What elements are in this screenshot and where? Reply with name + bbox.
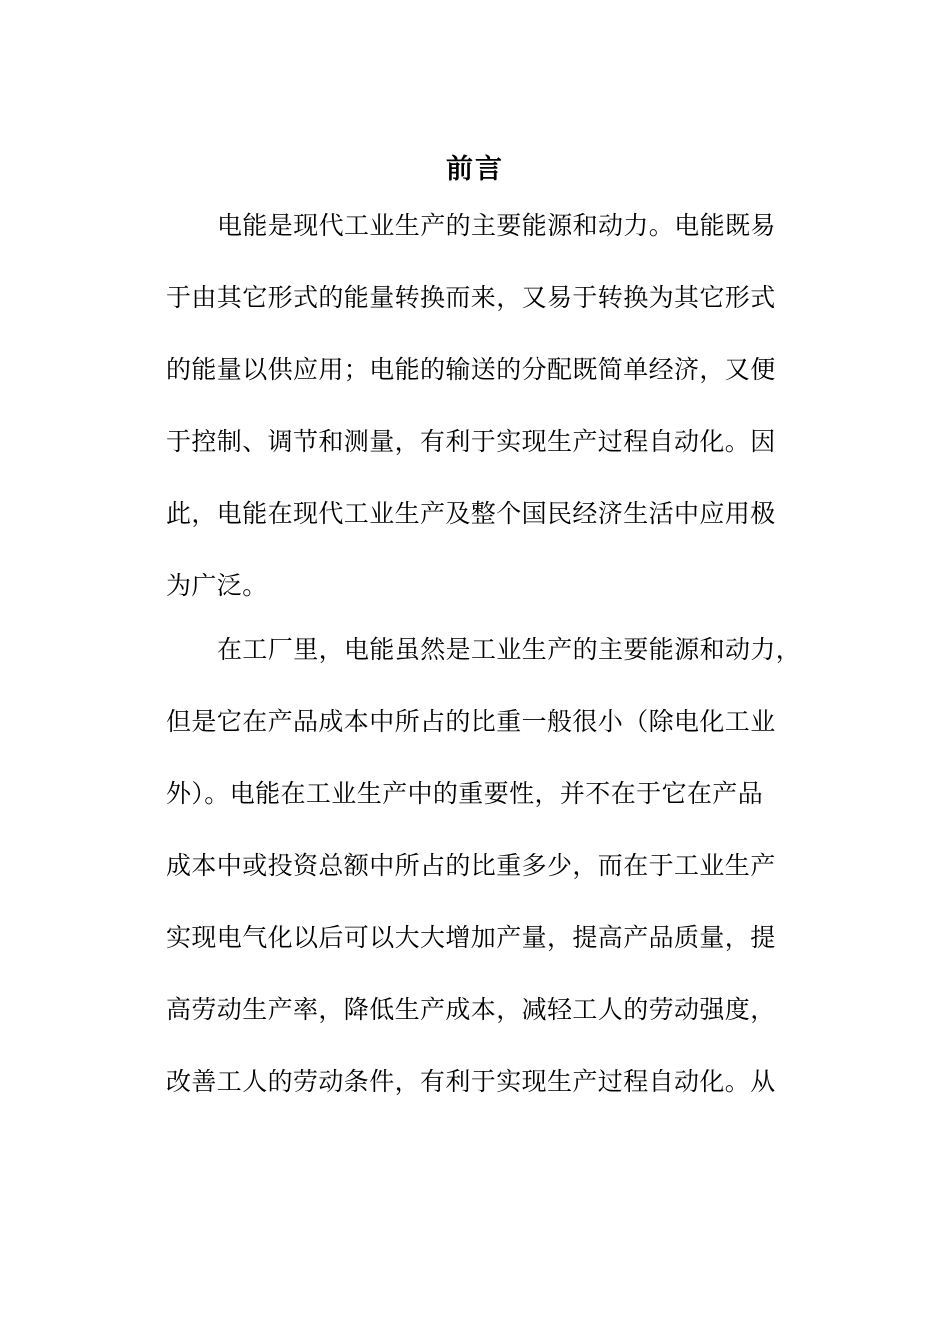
paragraph-line: 为广泛。 [166, 571, 268, 600]
paragraph-line: 在工厂里，电能虽然是工业生产的主要能源和动力， [217, 635, 802, 664]
paragraph-line: 外）。电能在工业生产中的重要性，并不在于它在产品 [166, 779, 764, 808]
paragraph-line: 成本中或投资总额中所占的比重多少，而在于工业生产 [166, 851, 776, 880]
paragraph-line: 此，电能在现代工业生产及整个国民经济生活中应用极 [166, 499, 776, 528]
paragraph-line: 于由其它形式的能量转换而来，又易于转换为其它形式 [166, 283, 776, 312]
paragraph-line: 改善工人的劳动条件，有利于实现生产过程自动化。从 [166, 1067, 776, 1096]
paragraph-line: 于控制、调节和测量，有利于实现生产过程自动化。因 [166, 427, 776, 456]
paragraph-line: 但是它在产品成本中所占的比重一般很小（除电化工业 [166, 707, 776, 736]
paragraph-line: 高劳动生产率，降低生产成本，减轻工人的劳动强度， [166, 995, 776, 1024]
paragraph-line: 的能量以供应用；电能的输送的分配既简单经济，又便 [166, 355, 776, 384]
page-title: 前言 [446, 154, 504, 185]
paragraph-line: 电能是现代工业生产的主要能源和动力。电能既易 [217, 211, 776, 240]
paragraph-line: 实现电气化以后可以大大增加产量，提高产品质量，提 [166, 923, 776, 952]
